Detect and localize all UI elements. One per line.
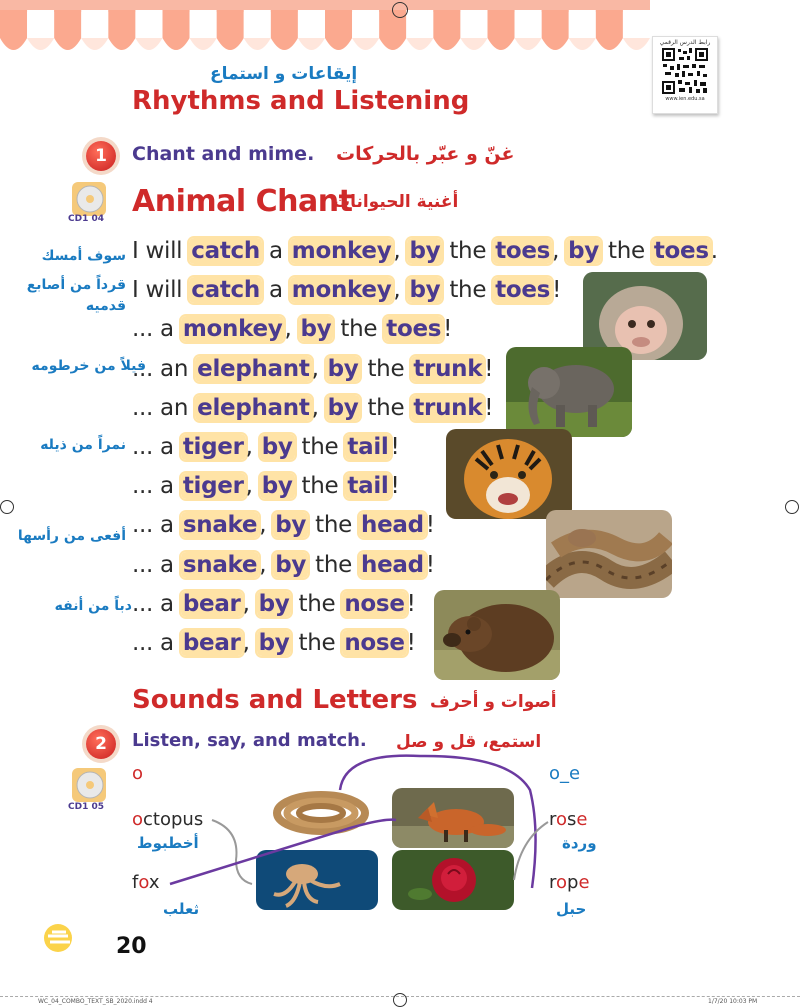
- chant-text: I will: [132, 238, 190, 264]
- cd-track-label: CD1 05: [68, 802, 104, 812]
- chant-text: ,: [245, 473, 260, 500]
- activity2-instruction: Listen, say, and match.: [132, 730, 367, 751]
- word-letter: o: [556, 872, 568, 893]
- gloss-snake: أفعى من رأسها: [17, 528, 126, 544]
- chant-text: !: [425, 551, 435, 578]
- page-number: 20: [116, 934, 147, 959]
- word-rest: ctopus: [143, 809, 204, 830]
- chant-text: !: [484, 355, 494, 382]
- chant-text: ,: [259, 551, 274, 578]
- chant-text: !: [425, 512, 435, 539]
- word-letter: o: [138, 872, 149, 893]
- footer-file-info: WC_04_COMBO_TEXT_SB_2020.indd 4: [38, 998, 153, 1005]
- chant-text: a: [261, 277, 290, 304]
- section-title: Rhythms and Listening: [132, 86, 470, 116]
- highlighted-word: toes: [653, 238, 709, 264]
- highlighted-word: by: [275, 512, 307, 539]
- gloss-catch: سوف أمسك: [41, 248, 126, 264]
- word-rest: s: [567, 809, 577, 830]
- highlighted-word: head: [361, 551, 424, 578]
- publisher-logo-icon: [40, 914, 80, 954]
- chant-text: the: [360, 394, 412, 421]
- registration-mark-right-icon: [785, 500, 799, 514]
- chant-text: !: [484, 394, 494, 421]
- chant-text: ,: [552, 238, 567, 264]
- gloss-fox: ثعلب: [163, 900, 200, 918]
- qr-url: www.ien.edu.sa: [665, 96, 705, 102]
- section2-title: Sounds and Letters: [132, 685, 418, 715]
- chant-text: the: [442, 238, 494, 264]
- chant-text: !: [390, 433, 400, 460]
- highlighted-word: catch: [191, 277, 260, 304]
- gloss-tiger: نمراً من ذيله: [40, 437, 126, 453]
- highlighted-word: elephant: [197, 355, 310, 382]
- highlighted-word: trunk: [413, 355, 483, 382]
- highlighted-word: nose: [344, 629, 405, 656]
- highlighted-word: toes: [495, 238, 551, 264]
- chant-text: ,: [393, 277, 408, 304]
- highlighted-word: by: [327, 394, 359, 421]
- registration-mark-left-icon: [0, 500, 14, 514]
- gloss-rope: حبل: [556, 900, 587, 918]
- song-title: Animal Chant: [132, 184, 353, 219]
- gloss-elephant: فيلاً من خرطومه: [31, 358, 146, 374]
- activity-instruction: Chant and mime.: [132, 143, 315, 165]
- chant-text: ... a: [132, 473, 181, 500]
- left-sound-header: o: [132, 763, 144, 784]
- highlighted-word: nose: [344, 590, 405, 617]
- highlighted-word: by: [275, 551, 307, 578]
- chant-text: ... an: [132, 394, 196, 421]
- section-title-arabic: إيقاعات و استماع: [210, 64, 358, 84]
- highlighted-word: monkey: [182, 316, 283, 343]
- gloss-octopus: أخطبوط: [137, 834, 199, 852]
- highlighted-word: by: [258, 629, 290, 656]
- chant-text: the: [600, 238, 652, 264]
- chant-text: the: [333, 316, 385, 343]
- highlighted-word: catch: [191, 238, 260, 264]
- gloss-bear: دباً من أنفه: [54, 598, 132, 614]
- word-letter: o: [132, 809, 144, 830]
- chant-text: ... a: [132, 433, 181, 460]
- chant-text: ... a: [132, 551, 181, 578]
- chant-text: a: [261, 238, 290, 264]
- chant-text: .: [710, 238, 718, 264]
- gloss-monkey-line1: قرداً من أصابع: [26, 277, 126, 293]
- gloss-monkey-line2: قدميه: [85, 298, 126, 314]
- chant-text: the: [291, 590, 343, 617]
- chant-text: ... a: [132, 590, 181, 617]
- chant-text: !: [390, 473, 400, 500]
- chant-text: the: [308, 512, 359, 539]
- chant-text: ,: [284, 316, 299, 343]
- highlighted-word: by: [258, 590, 290, 617]
- activity2-instruction-arabic: استمع، قل و صل: [396, 732, 542, 752]
- highlighted-word: trunk: [413, 394, 483, 421]
- chant-text: ... a: [132, 512, 181, 539]
- right-sound-header: o_e: [549, 763, 581, 784]
- highlighted-word: monkey: [291, 238, 392, 264]
- highlighted-word: by: [261, 433, 293, 460]
- chant-text: ... an: [132, 355, 196, 382]
- chant-text: the: [294, 473, 346, 500]
- section2-title-arabic: أصوات و أحرف: [430, 692, 557, 712]
- chant-text: the: [308, 551, 359, 578]
- chant-text: ... a: [132, 316, 181, 343]
- chant-text: ,: [311, 394, 326, 421]
- highlighted-word: toes: [495, 277, 551, 304]
- highlighted-word: by: [409, 277, 441, 304]
- word-letter: e: [576, 809, 588, 830]
- highlighted-word: head: [361, 512, 424, 539]
- highlighted-word: tail: [347, 433, 389, 460]
- chant-text: !: [443, 316, 453, 343]
- word-letter: e: [578, 872, 590, 893]
- highlighted-word: toes: [386, 316, 442, 343]
- highlighted-word: snake: [182, 512, 258, 539]
- word-rest: p: [567, 872, 579, 893]
- chant-text: ,: [311, 355, 326, 382]
- chant-text: the: [442, 277, 494, 304]
- word-rest: r: [549, 872, 557, 893]
- chant-text: ,: [242, 629, 257, 656]
- word-rest: r: [549, 809, 557, 830]
- word-rest: f: [132, 872, 139, 893]
- highlighted-word: by: [300, 316, 332, 343]
- chant-text: I will: [132, 277, 190, 304]
- highlighted-word: by: [261, 473, 293, 500]
- highlighted-word: tail: [347, 473, 389, 500]
- chant-text: the: [294, 433, 346, 460]
- highlighted-word: by: [409, 238, 441, 264]
- qr-caption: رابط الدرس الرقمي: [659, 39, 711, 46]
- highlighted-word: bear: [182, 590, 241, 617]
- word-letter: o: [556, 809, 568, 830]
- activity2-number-badge: 2: [86, 729, 116, 759]
- song-title-arabic: أغنية الحيوانات: [333, 192, 459, 212]
- footer-timestamp: 1/7/20 10:03 PM: [708, 998, 758, 1005]
- highlighted-word: tiger: [182, 433, 244, 460]
- highlighted-word: elephant: [197, 394, 310, 421]
- chant-text: the: [360, 355, 412, 382]
- chant-text: !: [406, 590, 416, 617]
- cd-track-label: CD1 04: [68, 214, 104, 224]
- highlighted-word: snake: [182, 551, 258, 578]
- highlighted-word: monkey: [291, 277, 392, 304]
- word-rest-2: x: [148, 872, 160, 893]
- chant-text: ... a: [132, 629, 181, 656]
- chant-text: the: [291, 629, 343, 656]
- highlighted-word: bear: [182, 629, 241, 656]
- chant-text: ,: [259, 512, 274, 539]
- highlighted-word: tiger: [182, 473, 244, 500]
- chant-text: !: [552, 277, 561, 304]
- gloss-rose: وردة: [562, 834, 597, 852]
- highlighted-word: by: [568, 238, 599, 264]
- chant-text: ,: [393, 238, 408, 264]
- chant-text: ,: [245, 433, 260, 460]
- chant-text: !: [406, 629, 416, 656]
- chant-text: ,: [242, 590, 257, 617]
- activity-number-badge: 1: [86, 141, 116, 171]
- highlighted-word: by: [327, 355, 359, 382]
- activity-instruction-arabic: غنّ و عبّر بالحركات: [336, 143, 515, 165]
